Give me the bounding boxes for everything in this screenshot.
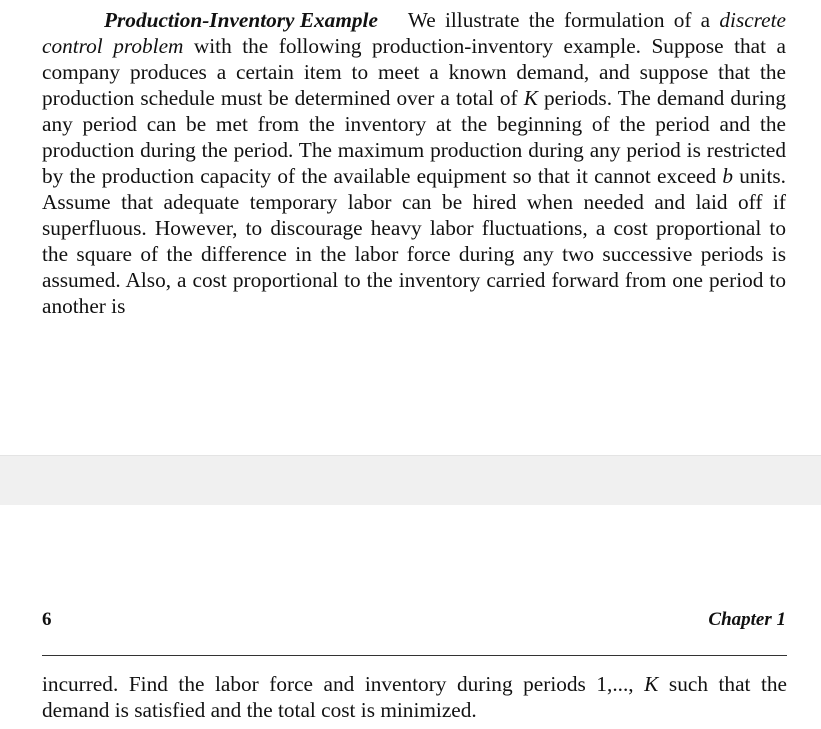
line1-text-a: incurred. Find the labor force and inventory during periods 1,..., — [42, 672, 645, 696]
chapter-number: 1 — [776, 609, 786, 630]
running-head — [708, 609, 786, 631]
body-text-b: periods. The demand during any period can be met from the inventory at the beginning of the period and the production during the period. The maximum production during any period is restricted by the production capacity of the available equipment so that it cannot exceed — [42, 86, 787, 188]
body-text-a: with the following production-inventory example. Suppose that a company produces a certain item to meet a known demand, and suppose that the production schedule must be determined over a total of — [42, 34, 786, 110]
variable-b: b — [722, 164, 734, 188]
continued-line-2: demand is satisfied and the total cost is minimized. — [42, 698, 477, 722]
continued-paragraph — [42, 671, 787, 723]
example-heading: Production-Inventory Example — [104, 8, 378, 32]
discrete-control-term: discrete control problem — [42, 8, 787, 58]
line1-variable-k: K — [644, 672, 659, 696]
intro-text: We illustrate the formulation of a — [407, 8, 711, 32]
page-bottom-section — [0, 505, 821, 729]
header-rule — [42, 655, 787, 656]
page-number: 6 — [42, 609, 52, 630]
continued-line-1 — [42, 671, 787, 697]
line1-text-b: such that the — [658, 672, 787, 696]
page-gap — [0, 455, 821, 506]
running-head-label: Chapter — [708, 609, 772, 630]
body-text-c: units. Assume that adequate temporary labor can be hired when needed and laid off if superfluous. However, to discourage heavy labor fluctuations, a cost proportional to the square of the difference in the labor force during any two successive periods is assumed. Also, a cost proportional to the inventory carried forward from one period to another is — [42, 164, 786, 318]
variable-k: K — [523, 86, 538, 110]
problem-paragraph — [42, 7, 786, 319]
